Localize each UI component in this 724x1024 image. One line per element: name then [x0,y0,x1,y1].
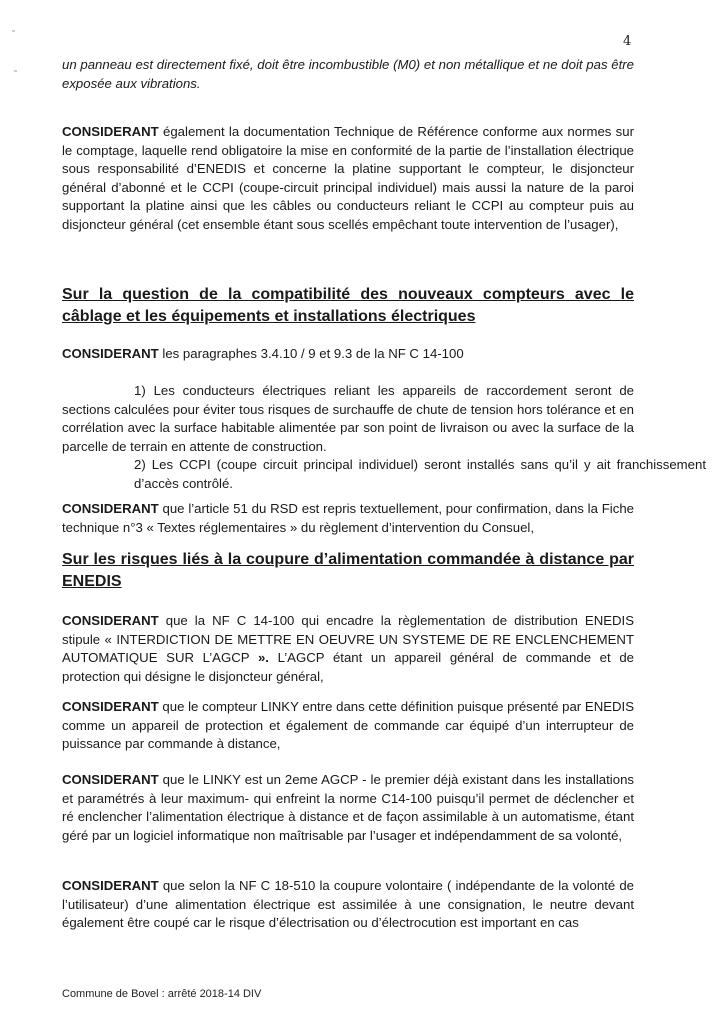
considerant-label: CONSIDERANT [62,699,159,714]
paragraph-considerant-4 [62,612,634,686]
paragraph-text: les paragraphes 3.4.10 / 9 et 9.3 de la NF C 14-100 [158,346,464,361]
paragraph-continuation: un panneau est directement fixé, doit être incombustible (M0) et non métallique et ne doit pas être exposée aux vibrations. [62,57,634,91]
section-heading-compatibility: Sur la question de la compatibilité des nouveaux compteurs avec le câblage et les équipements et installations électriques [62,286,634,325]
page-number: 4 [623,34,632,49]
considerant-label: CONSIDERANT [62,878,159,893]
considerant-label: CONSIDERANT [62,772,159,787]
considerant-label: CONSIDERANT [62,501,159,516]
considerant-label: CONSIDERANT [62,613,159,628]
list-item-2: 2) Les CCPI (coupe circuit principal individuel) seront installés sans qu’il y ait franchissement d’accès contrôlé. [134,457,706,491]
paragraph-considerant-7 [62,877,634,933]
paragraph-text: également la documentation Technique de Référence conforme aux normes sur le comptage, laquelle rend obligatoire la mise en conformité de la partie de l’installation électrique sous responsabilité d’ENEDIS et concerne la platine supportant le compteur, le disjoncteur général d’abonné et le CCPI (coupe-circuit principal individuel) mais aussi la nature de la paroi supportant la platine ainsi que les câbles ou conducteurs reliant le CCPI au compteur puis au disjoncteur général (cet ensemble étant sous scellés empêchant toute intervention de l’usager), [62,124,634,232]
paragraph-considerant-3 [62,500,634,537]
paragraph-considerant-5 [62,698,634,754]
paragraph-text: que l’article 51 du RSD est repris textuellement, pour confirmation, dans la Fiche technique n°3 « Textes réglementaires » du règlement d’intervention du Consuel, [62,501,634,535]
paragraph-text: que le compteur LINKY entre dans cette définition puisque présenté par ENEDIS comme un appareil de protection et également de commande car équipé d’un interrupteur de puissance par commande à distance, [62,699,634,752]
considerant-label: CONSIDERANT [62,124,159,139]
paragraph-text: que selon la NF C 18-510 la coupure volontaire ( indépendante de la volonté de l’utilisateur) d’une alimentation électrique est assimilée à une consignation, le neutre devant également être coupé car le risque d’électrisation ou d’électrocution est important en cas [62,878,634,931]
list-item-1: 1) Les conducteurs électriques reliant les appareils de raccordement seront de sections calculées pour éviter tous risques de surchauffe de chute de tension hors tolérance et en corrélation avec la surface habitable alimentée par son point de livraison ou avec la surface de la parcelle de terrain en attente de construction. [62,383,634,454]
scan-artifact [12,30,15,32]
paragraph-considerant-1 [62,123,634,235]
considerant-label: CONSIDERANT [62,346,159,361]
paragraph-text: que la NF C 14-100 qui encadre la règlementation de distribution ENEDIS stipule « INTERDICTION DE METTRE EN OEUVRE UN SYSTEME DE RE ENCLENCHEMENT AUTOMATIQUE SUR L’AGCP [62,613,634,666]
closing-quote: ». [257,650,269,666]
paragraph-considerant-6 [62,771,634,845]
page-footer: Commune de Bovel : arrêté 2018-14 DIV [62,988,262,1000]
paragraph-considerant-2 [62,345,634,364]
section-heading-risks: Sur les risques liés à la coupure d’alimentation commandée à distance par ENEDIS [62,551,634,590]
paragraph-text: L’AGCP étant un appareil général de commande et de protection qui désigne le disjoncteur général, [62,650,634,684]
paragraph-text: que le LINKY est un 2eme AGCP - le premier déjà existant dans les installations et paramétrés à leur maximum- qui enfreint la norme C14-100 puisqu’il permet de déclencher et ré enclencher l’alimentation électrique à distance et de façon assimilable à un automatisme, étant géré par un logiciel informatique non maîtrisable par l’usager et indépendamment de sa volonté, [62,772,634,843]
scan-artifact [14,70,17,72]
